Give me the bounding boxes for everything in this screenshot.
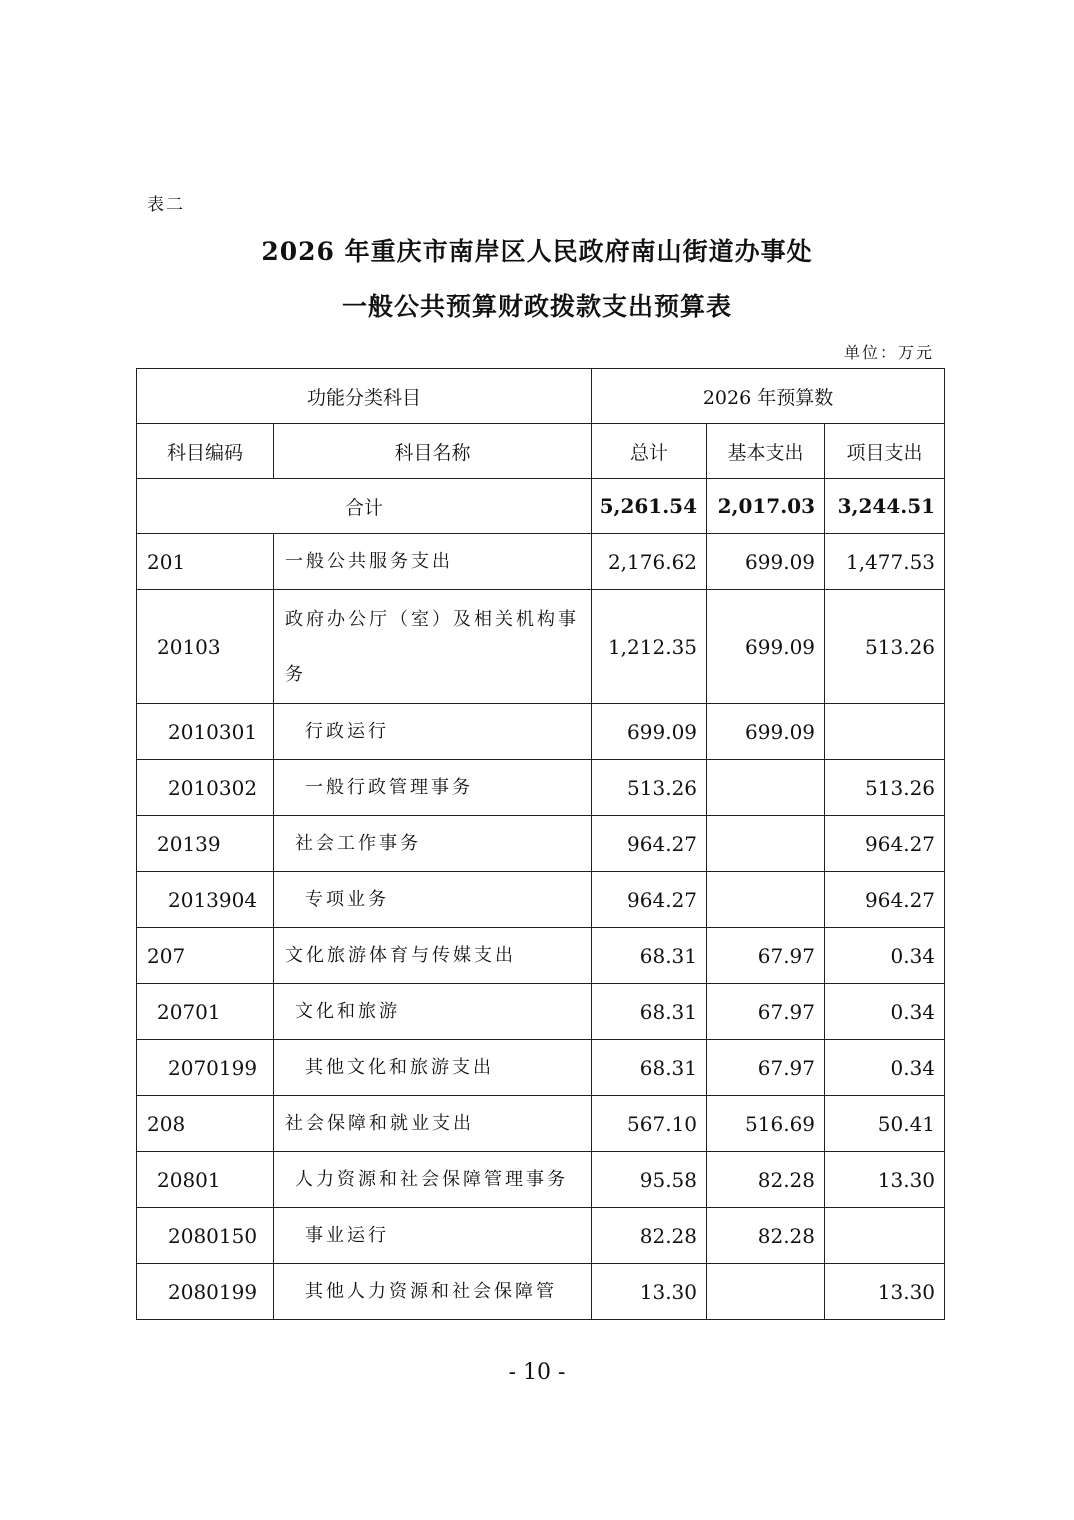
row-total: 68.31: [592, 1040, 707, 1096]
row-project: [825, 1208, 945, 1264]
row-code: 2080199: [137, 1264, 274, 1320]
row-basic: [707, 1264, 825, 1320]
header-name: 科目名称: [274, 424, 592, 479]
row-total: 82.28: [592, 1208, 707, 1264]
table-row: [137, 872, 945, 928]
row-code: 2010301: [137, 704, 274, 760]
row-basic: [707, 872, 825, 928]
row-total: 2,176.62: [592, 534, 707, 590]
row-project: 0.34: [825, 928, 945, 984]
row-basic: 516.69: [707, 1096, 825, 1152]
header-project: 项目支出: [825, 424, 945, 479]
table-row: [137, 984, 945, 1040]
row-code: 20103: [137, 590, 274, 704]
row-basic: 67.97: [707, 928, 825, 984]
table-row: [137, 1264, 945, 1320]
row-total: 13.30: [592, 1264, 707, 1320]
row-code: 20139: [137, 816, 274, 872]
row-name: 事业运行: [274, 1208, 592, 1264]
row-code: 2010302: [137, 760, 274, 816]
table-row: [137, 1152, 945, 1208]
row-name: 文化和旅游: [274, 984, 592, 1040]
row-code: 20701: [137, 984, 274, 1040]
row-project: 0.34: [825, 1040, 945, 1096]
header-row-columns: [137, 424, 945, 479]
row-project: 513.26: [825, 590, 945, 704]
header-budget-amount: 2026 年预算数: [592, 369, 945, 424]
row-total: 699.09: [592, 704, 707, 760]
row-project: [825, 704, 945, 760]
table-label: 表二: [147, 195, 185, 215]
row-project: 13.30: [825, 1264, 945, 1320]
row-total: 95.58: [592, 1152, 707, 1208]
row-basic: 67.97: [707, 1040, 825, 1096]
row-project: 1,477.53: [825, 534, 945, 590]
total-basic: 2,017.03: [707, 479, 825, 534]
row-basic: 699.09: [707, 704, 825, 760]
page-title-line2: 一般公共预算财政拨款支出预算表: [341, 292, 732, 321]
header-basic: 基本支出: [707, 424, 825, 479]
table-row: [137, 1208, 945, 1264]
table-row: [137, 928, 945, 984]
row-total: 513.26: [592, 760, 707, 816]
row-basic: 699.09: [707, 534, 825, 590]
row-name: 社会工作事务: [274, 816, 592, 872]
row-total: 567.10: [592, 1096, 707, 1152]
row-code: 207: [137, 928, 274, 984]
row-total: 964.27: [592, 872, 707, 928]
row-project: 964.27: [825, 872, 945, 928]
row-project: 964.27: [825, 816, 945, 872]
row-code: 20801: [137, 1152, 274, 1208]
row-total: 1,212.35: [592, 590, 707, 704]
total-row: [137, 479, 945, 534]
row-name: 专项业务: [274, 872, 592, 928]
header-function-category: 功能分类科目: [137, 369, 592, 424]
page-title-line1: 2026 年重庆市南岸区人民政府南山街道办事处: [261, 237, 813, 266]
header-row-group: [137, 369, 945, 424]
row-project: 0.34: [825, 984, 945, 1040]
table-row: [137, 816, 945, 872]
row-project: 13.30: [825, 1152, 945, 1208]
row-project: 513.26: [825, 760, 945, 816]
row-name: 文化旅游体育与传媒支出: [274, 928, 592, 984]
row-total: 68.31: [592, 928, 707, 984]
table-row: [137, 590, 945, 704]
row-basic: 82.28: [707, 1208, 825, 1264]
row-name: 其他文化和旅游支出: [274, 1040, 592, 1096]
row-total: 964.27: [592, 816, 707, 872]
header-code: 科目编码: [137, 424, 274, 479]
total-sum: 5,261.54: [592, 479, 707, 534]
table-row: [137, 760, 945, 816]
table-row: [137, 704, 945, 760]
row-name: 一般行政管理事务: [274, 760, 592, 816]
total-project: 3,244.51: [825, 479, 945, 534]
budget-table: [136, 368, 945, 1320]
header-total: 总计: [592, 424, 707, 479]
row-name: 行政运行: [274, 704, 592, 760]
page-number: - 10 -: [508, 1360, 566, 1385]
row-basic: 699.09: [707, 590, 825, 704]
row-code: 2013904: [137, 872, 274, 928]
row-name: 社会保障和就业支出: [274, 1096, 592, 1152]
table-row: [137, 1096, 945, 1152]
row-code: 2070199: [137, 1040, 274, 1096]
row-code: 208: [137, 1096, 274, 1152]
row-name: 其他人力资源和社会保障管: [274, 1264, 592, 1320]
row-code: 2080150: [137, 1208, 274, 1264]
table-row: [137, 534, 945, 590]
row-basic: 82.28: [707, 1152, 825, 1208]
unit-label: 单位：万元: [843, 343, 934, 362]
row-name: 一般公共服务支出: [274, 534, 592, 590]
row-basic: [707, 816, 825, 872]
row-project: 50.41: [825, 1096, 945, 1152]
row-total: 68.31: [592, 984, 707, 1040]
table-row: [137, 1040, 945, 1096]
row-name: 人力资源和社会保障管理事务: [274, 1152, 592, 1208]
row-code: 201: [137, 534, 274, 590]
row-basic: 67.97: [707, 984, 825, 1040]
total-label: 合计: [137, 479, 592, 534]
row-basic: [707, 760, 825, 816]
row-name: 政府办公厅（室）及相关机构事务: [274, 590, 592, 704]
